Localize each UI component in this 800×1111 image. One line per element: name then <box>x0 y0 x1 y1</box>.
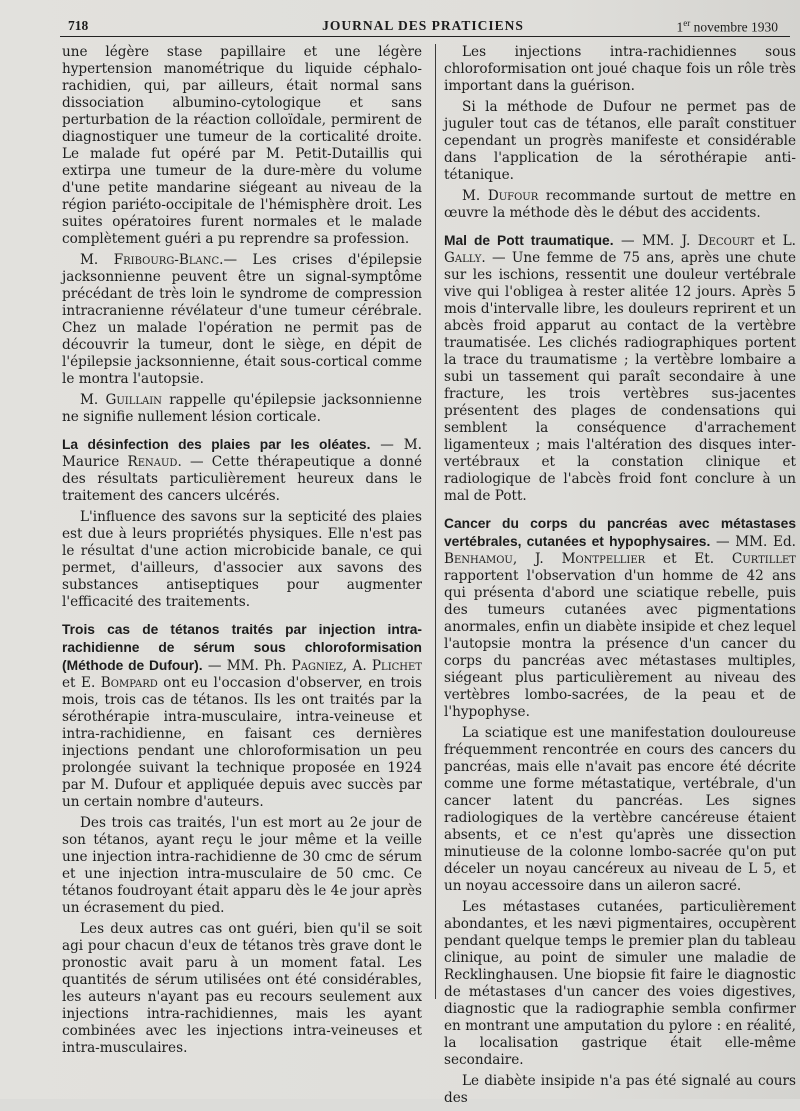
paragraph: Les métastases cutanées, particulièrement abondantes, et les nævi pigmentaires, occupèrent pendant quelque temps le premier plan du tableau clinique, au point de simuler une maladie de Recklinghausen. Une biopsie fit faire le diagnostic de métastases d'un cancer des voies digestives, diagnostic que la radiographie sembla confirmer en montrant une amputation du pylore : en réalité, la localisation gastrique était elle-même secondaire. <box>444 899 796 1068</box>
paragraph: M. Guillain rappelle qu'épilepsie jacksonnienne ne signifie nullement lésion corticale. <box>62 392 422 425</box>
article-heading: La désinfection des plaies par les oléates. <box>62 437 371 452</box>
paragraph: M. Dufour recommande surtout de mettre en œuvre la méthode dès le début des accidents. <box>444 188 796 221</box>
journal-title: JOURNAL DES PRATICIENS <box>322 18 524 33</box>
left-column <box>62 44 422 1061</box>
header-rule <box>60 36 790 37</box>
page-number: 718 <box>68 18 89 33</box>
paragraph: Les injections intra-rachidiennes sous chloroformisation ont joué chaque fois un rôle très important dans la guérison. <box>444 44 796 94</box>
article-intro: La désinfection des plaies par les oléates. — M. Maurice Renaud. — Cette thérapeutique a donné des résultats particulièrement heureux dans le traitement des cancers ulcérés. <box>62 437 422 504</box>
article-intro: Trois cas de tétanos traités par injection intra-rachidienne de sérum sous chloroformisation (Méthode de Dufour). — MM. Ph. Pagniez, A. Plichet et E. Bompard ont eu l'occasion d'observer, en trois mois, trois cas de tétanos. Ils les ont traités par la sérothérapie intra-musculaire, intra-veineuse et intra-rachidienne, en faisant ces dernières injections pendant une chloroformisation un peu prolongée suivant la technique proposée en 1924 par M. Dufour et appliquée depuis avec succès par un certain nombre d'auteurs. <box>62 622 422 810</box>
article-heading: Cancer du corps du pancréas avec métastases vertébrales, cutanées et hypophysaires. <box>444 516 796 549</box>
right-column <box>444 44 796 1111</box>
issue-date: 1er novembre 1930 <box>676 18 778 35</box>
paragraph: Les deux autres cas ont guéri, bien qu'il se soit agi pour chacun d'eux de tétanos très grave dont le pronostic avait paru à un moment fatal. Les quantités de sérum utilisées ont été considérables, les auteurs n'ayant pas eu recours seulement aux injections intra-rachidiennes, mais les ayant combinées avec les injections intra-veineuses et intra-musculaires. <box>62 921 422 1056</box>
column-divider <box>435 44 436 999</box>
paragraph: L'influence des savons sur la septicité des plaies est due à leurs propriétés physiques. Elle n'est pas le résultat d'une action microbicide banale, ce qui permet, d'ailleurs, d'associer aux savons des substances antiseptiques pour augmenter l'efficacité des traitements. <box>62 509 422 610</box>
article-intro: Mal de Pott traumatique. — MM. J. Decourt et L. Gally. — Une femme de 75 ans, après une chute sur les ischions, ressentit une douleur vertébrale vive qui l'obligea à rester alitée 12 jours. Après 5 mois d'intervalle libre, les douleurs reprirent et un abcès froid apparut au contact de la vertèbre traumatisée. Les clichés radiographiques portent la trace du traumatisme ; la vertèbre lombaire a subi un tassement qui paraît secondaire à une fracture, les trois vertèbres sus-jacentes présentent des plages de condensations qui semblent la conséquence d'arrachement ligamenteux ; mais l'altération des disques inter-vertébraux et la constation clinique et radiologique de l'abcès froid font conclure à un mal de Pott. <box>444 233 796 504</box>
article-heading: Mal de Pott traumatique. <box>444 233 614 248</box>
paragraph: Le diabète insipide n'a pas été signalé au cours des <box>444 1073 796 1106</box>
paragraph: Si la méthode de Dufour ne permet pas de juguler tout cas de tétanos, elle paraît constituer cependant un progrès manifeste et considérable dans l'application de la sérothérapie anti-tétanique. <box>444 99 796 183</box>
paragraph: une légère stase papillaire et une légère hypertension manométrique du liquide céphalo-rachidien, qui, par ailleurs, était normal sans dissociation albumino-cytologique et sans perturbation de la réaction colloïdale, permirent de diagnostiquer une tumeur de la corticalité droite. Le malade fut opéré par M. Petit-Dutaillis qui extirpa une tumeur de la dure-mère du volume d'une petite mandarine siégeant au niveau de la région pariéto-occipitale de l'hémisphère droit. Les suites opératoires furent normales et le malade complètement guéri a pu reprendre sa profession. <box>62 44 422 247</box>
paragraph: Des trois cas traités, l'un est mort au 2e jour de son tétanos, ayant reçu le jour même et la veille une injection intra-rachidienne de 30 cmc de sérum et une injection intra-musculaire de 50 cmc. Ce tétanos foudroyant était apparu dès le 4e jour après un écrasement du pied. <box>62 815 422 916</box>
paragraph: La sciatique est une manifestation douloureuse fréquemment rencontrée en cours des cancers du pancréas, mais elle n'avait pas encore été décrite comme une forme métastatique, vertébrale, d'un cancer latent du pancréas. Les signes radiologiques de la vertèbre cancéreuse étaient absents, et ce n'est qu'après une dissection minutieuse de la colonne lombo-sacrée qu'on put déceler un noyau cancéreux au niveau de L 5, et un noyau accessoire dans un aileron sacré. <box>444 725 796 894</box>
article-heading: Trois cas de tétanos traités par injection intra-rachidienne de sérum sous chloroformisation (Méthode de Dufour). <box>62 622 422 673</box>
article-intro: Cancer du corps du pancréas avec métastases vertébrales, cutanées et hypophysaires. — MM. Ed. Benhamou, J. Montpellier et Et. Curtillet rapportent l'observation d'un homme de 42 ans qui présenta d'abord une sciatique rebelle, puis des tumeurs cutanées avec pigmentations anormales, enfin un diabète insipide et chez lequel l'autopsie montra la présence d'un cancer du corps du pancréas avec métastases multiples, siégeant plus particulièrement au niveau des vertèbres lombo-sacrées, de la peau et de l'hypophyse. <box>444 516 796 720</box>
paragraph: M. Fribourg-Blanc.— Les crises d'épilepsie jacksonnienne peuvent être un signal-symptôme précédant de très loin le syndrome de compression intracranienne révélateur d'une tumeur cérébrale. Chez un malade l'opération ne permit pas de découvrir la tumeur, dont le siège, en dépit de l'épilepsie jacksonnienne, était sous-cortical comme le montra l'autopsie. <box>62 252 422 387</box>
